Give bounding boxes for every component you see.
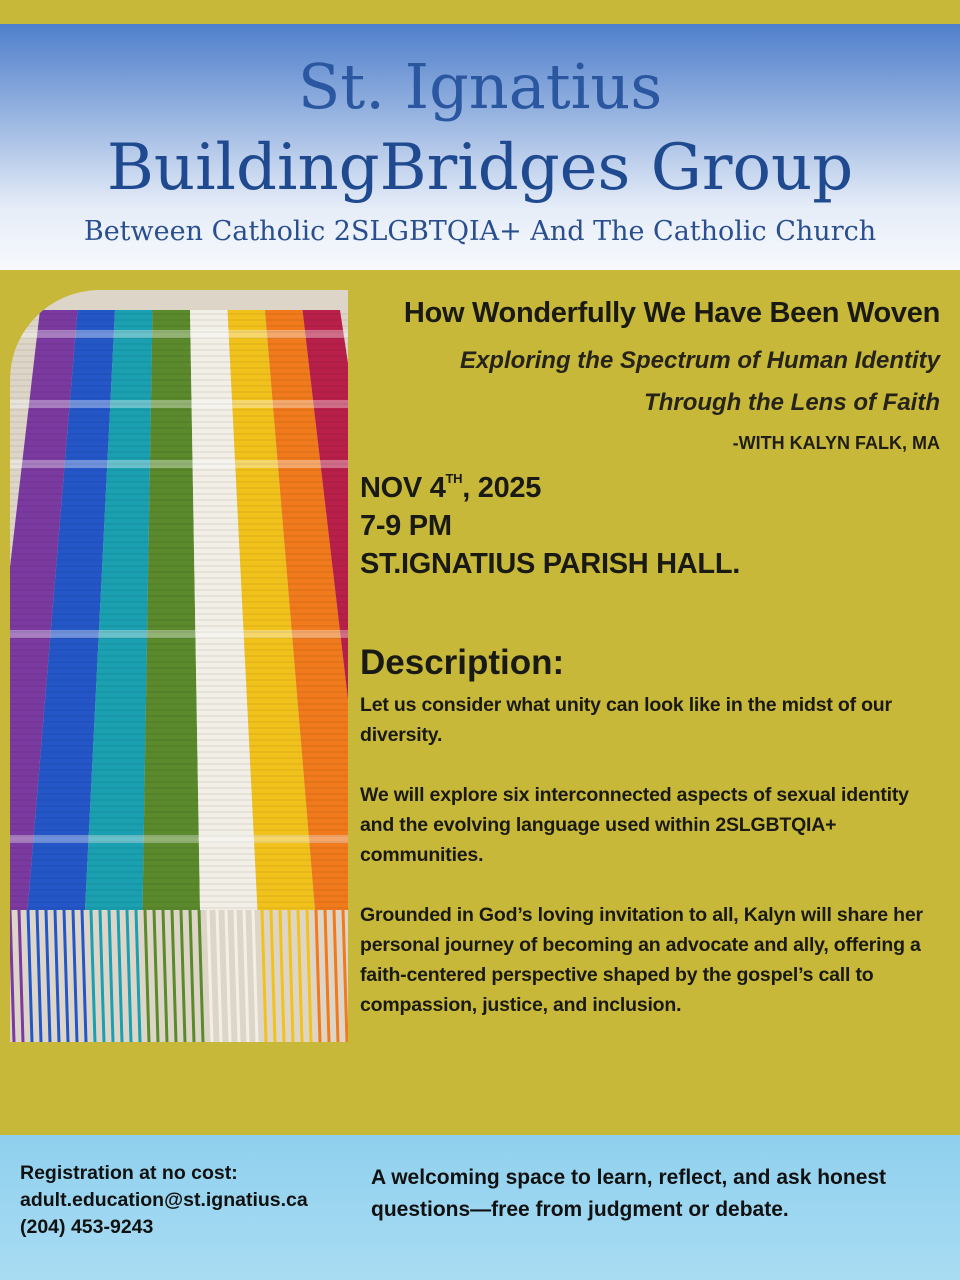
weave-weft-band xyxy=(10,630,348,638)
event-subtitle-line2: Through the Lens of Faith xyxy=(644,389,940,416)
event-time: 7-9 PM xyxy=(360,510,452,542)
weave-warp-thread xyxy=(190,910,194,1042)
weave-warp-thread xyxy=(19,910,23,1042)
weave-warp-thread xyxy=(271,910,275,1042)
registration-email[interactable]: adult.education@st.ignatius.ca xyxy=(20,1189,308,1211)
weave-warp-thread xyxy=(118,910,122,1042)
weave-warp-thread xyxy=(163,910,167,1042)
weave-warp-thread xyxy=(109,910,113,1042)
weave-warp-thread xyxy=(136,910,140,1042)
description-heading: Description: xyxy=(360,643,565,682)
weave-warp-thread xyxy=(235,910,239,1042)
registration-phone[interactable]: (204) 453-9243 xyxy=(20,1216,154,1238)
description-paragraph: We will explore six interconnected aspects of sexual identity and the evolving language used within 2SLGBTQIA+ communities. xyxy=(360,784,909,866)
event-title: How Wonderfully We Have Been Woven xyxy=(403,297,940,329)
weave-warp-thread xyxy=(199,910,203,1042)
registration-info xyxy=(20,1160,350,1241)
weave-warp-thread xyxy=(307,910,311,1042)
header-group-name: BuildingBridges Group xyxy=(106,131,854,205)
event-details xyxy=(360,460,940,583)
weave-warp-thread xyxy=(37,910,41,1042)
event-speaker: -WITH KALYN FALK, MA xyxy=(732,433,940,453)
weave-warp-thread xyxy=(217,910,221,1042)
header-banner xyxy=(0,24,960,270)
header-parish-name: St. Ignatius xyxy=(297,50,663,123)
weave-warp-thread xyxy=(154,910,158,1042)
description-paragraph: Grounded in God’s loving invitation to all, Kalyn will share her personal journey of becoming an advocate and ally, offering a faith-centered perspective shaped by the gospel’s call to compassion, justice, and inclusion. xyxy=(360,904,923,1016)
event-date-day: NOV 4 xyxy=(360,472,446,504)
weave-warp-thread xyxy=(298,910,302,1042)
weave-weft-band xyxy=(10,330,348,338)
weave-warp-thread xyxy=(181,910,185,1042)
description-body xyxy=(360,690,945,1050)
weave-warp-thread xyxy=(64,910,68,1042)
weave-warp-thread xyxy=(10,910,14,1042)
event-date-ordinal: TH xyxy=(445,471,463,486)
weave-warp-thread xyxy=(46,910,50,1042)
weave-warp-thread xyxy=(127,910,131,1042)
weave-warp-thread xyxy=(82,910,86,1042)
event-subtitle xyxy=(360,340,940,424)
description-paragraph: Let us consider what unity can look like in the midst of our diversity. xyxy=(360,694,892,746)
weave-warp-thread xyxy=(334,910,338,1042)
weave-warp-thread xyxy=(343,910,347,1042)
weave-warp-thread xyxy=(172,910,176,1042)
weave-warp-thread xyxy=(244,910,248,1042)
registration-label: Registration at no cost: xyxy=(20,1162,238,1184)
weave-warp-thread xyxy=(145,910,149,1042)
weave-warp-thread xyxy=(280,910,284,1042)
weave-warp-thread xyxy=(55,910,59,1042)
weave-warp-thread xyxy=(316,910,320,1042)
weave-warp-thread xyxy=(325,910,329,1042)
weaving-illustration xyxy=(10,290,348,1042)
event-location: ST.IGNATIUS PARISH HALL. xyxy=(360,548,741,580)
event-date-year: , 2025 xyxy=(462,472,542,504)
welcome-tagline: A welcoming space to learn, reflect, and ask honest questions—free from judgment or debate. xyxy=(371,1166,887,1221)
header-tagline: Between Catholic 2SLGBTQIA+ And The Catholic Church xyxy=(83,216,877,247)
weave-warp-thread xyxy=(253,910,257,1042)
weave-warp-thread xyxy=(289,910,293,1042)
weave-warp-thread xyxy=(262,910,266,1042)
event-subtitle-line1: Exploring the Spectrum of Human Identity xyxy=(459,347,940,374)
weave-warp-thread xyxy=(73,910,77,1042)
event-date xyxy=(360,460,940,507)
weave-warp-thread xyxy=(100,910,104,1042)
rainbow-weaving-image xyxy=(10,290,348,1042)
weave-warp-thread xyxy=(208,910,212,1042)
weave-warp-thread xyxy=(28,910,32,1042)
weave-warp-thread xyxy=(91,910,95,1042)
weave-warp-thread xyxy=(226,910,230,1042)
